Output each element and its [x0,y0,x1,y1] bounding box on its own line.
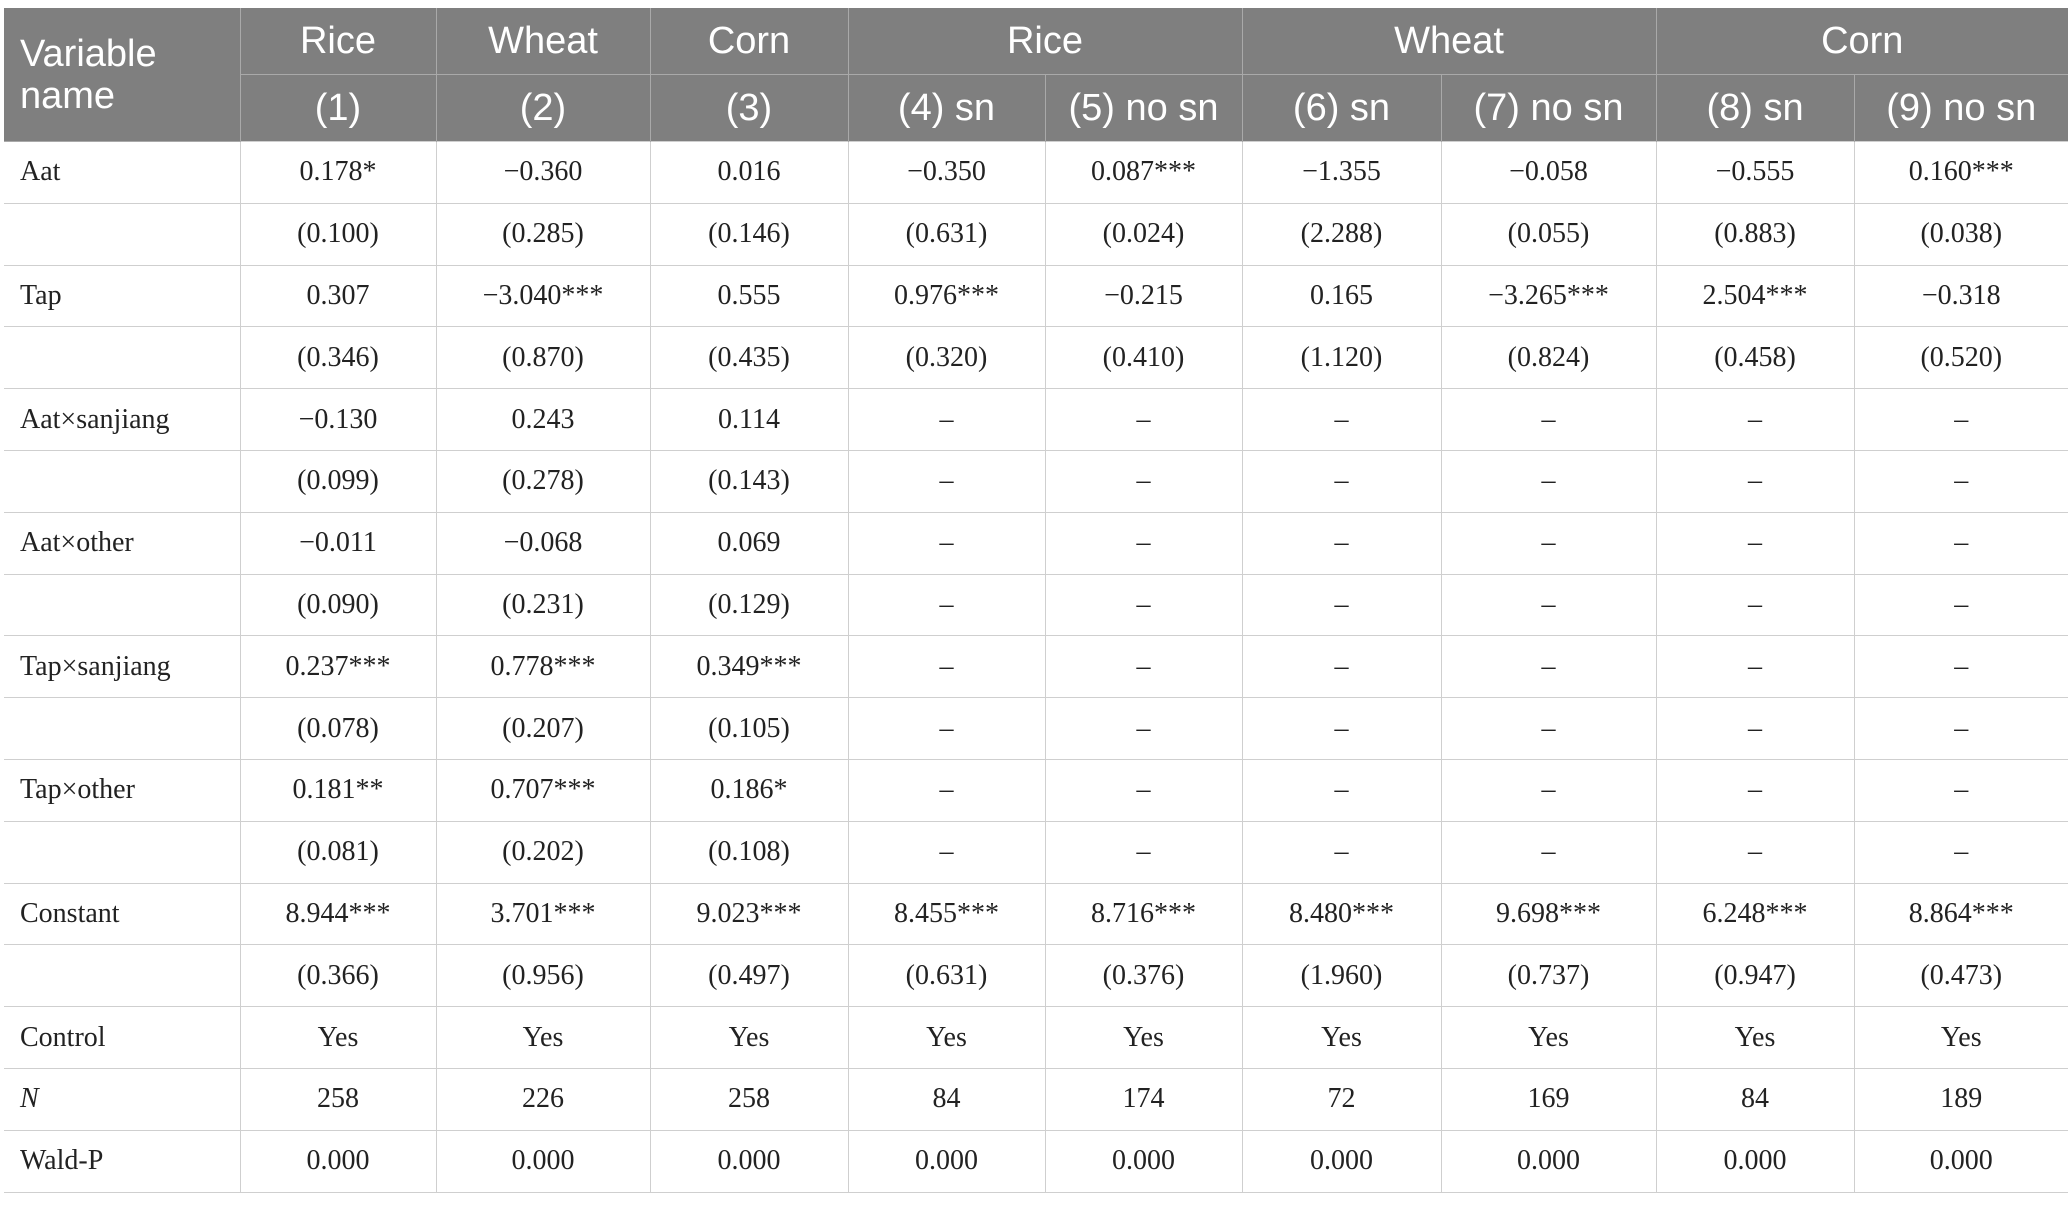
table-row [4,203,2068,265]
row-label: Control [4,1007,240,1069]
table-cell: 0.000 [848,1130,1045,1192]
table-cell: −1.355 [1242,142,1441,204]
table-cell: 8.480*** [1242,883,1441,945]
table-cell: – [848,698,1045,760]
table-cell: 9.023*** [650,883,848,945]
table-cell: 0.181** [240,759,436,821]
table-cell: 0.087*** [1045,142,1242,204]
table-cell: −0.318 [1854,265,2068,327]
table-cell: (0.231) [436,574,650,636]
table-header [4,8,2068,142]
table-cell: 0.186* [650,759,848,821]
table-cell: (0.099) [240,450,436,512]
table-cell: −3.040*** [436,265,650,327]
table-cell: – [1441,512,1656,574]
table-cell: – [1854,574,2068,636]
table-cell: (0.090) [240,574,436,636]
table-cell: (0.285) [436,203,650,265]
table-cell: (0.458) [1656,327,1854,389]
row-label: N [4,1068,240,1130]
row-label [4,698,240,760]
table-row [4,1007,2068,1069]
row-label: Wald-P [4,1130,240,1192]
model-header-7: (7) no sn [1441,75,1656,142]
table-cell: 0.237*** [240,636,436,698]
table-cell: – [1656,450,1854,512]
table-row [4,574,2068,636]
table-cell: 0.000 [1656,1130,1854,1192]
table-row [4,389,2068,451]
table-row [4,821,2068,883]
table-cell: – [1854,389,2068,451]
header-corn-pooled: Corn [650,8,848,75]
table-cell: (0.376) [1045,945,1242,1007]
table-cell: Yes [848,1007,1045,1069]
model-header-2: (2) [436,75,650,142]
table-cell: Yes [1854,1007,2068,1069]
model-header-8: (8) sn [1656,75,1854,142]
table-cell: – [1656,636,1854,698]
table-row [4,698,2068,760]
model-header-5: (5) no sn [1045,75,1242,142]
table-cell: – [1242,759,1441,821]
table-cell: −0.215 [1045,265,1242,327]
table-cell: −0.130 [240,389,436,451]
table-cell: 0.000 [240,1130,436,1192]
table-cell: – [1441,450,1656,512]
table-cell: – [1854,821,2068,883]
table-cell: 2.504*** [1656,265,1854,327]
model-header-4: (4) sn [848,75,1045,142]
table-cell: – [1854,450,2068,512]
table-row [4,265,2068,327]
table-cell: −0.555 [1656,142,1854,204]
table-cell: 8.944*** [240,883,436,945]
table-cell: Yes [1441,1007,1656,1069]
table-cell: – [1045,389,1242,451]
table-cell: – [848,759,1045,821]
header-row-models [4,75,2068,142]
table-cell: (0.473) [1854,945,2068,1007]
table-cell: −0.058 [1441,142,1656,204]
table-cell: (0.143) [650,450,848,512]
row-label: Tap×sanjiang [4,636,240,698]
table-cell: – [1242,821,1441,883]
table-cell: −0.350 [848,142,1045,204]
table-cell: 0.000 [1045,1130,1242,1192]
table-cell: (0.737) [1441,945,1656,1007]
header-rice-pooled: Rice [240,8,436,75]
table-cell: – [1045,574,1242,636]
table-cell: (0.883) [1656,203,1854,265]
table-cell: (0.202) [436,821,650,883]
table-cell: 0.000 [1242,1130,1441,1192]
table-cell: Yes [436,1007,650,1069]
table-body [4,142,2068,1193]
table-cell: (0.129) [650,574,848,636]
table-cell: (0.956) [436,945,650,1007]
table-cell: 0.000 [436,1130,650,1192]
table-cell: Yes [650,1007,848,1069]
table-cell: 0.000 [1854,1130,2068,1192]
table-row [4,512,2068,574]
table-cell: – [1656,512,1854,574]
table-cell: (0.366) [240,945,436,1007]
table-cell: (0.038) [1854,203,2068,265]
table-cell: – [1242,698,1441,760]
table-cell: – [1045,821,1242,883]
table-cell: (0.081) [240,821,436,883]
table-cell: – [1441,759,1656,821]
table-cell: 8.716*** [1045,883,1242,945]
table-cell: – [1045,512,1242,574]
row-label [4,574,240,636]
table-cell: (0.146) [650,203,848,265]
table-cell: – [1242,512,1441,574]
table-cell: 0.707*** [436,759,650,821]
table-cell: 189 [1854,1068,2068,1130]
table-cell: (0.278) [436,450,650,512]
table-cell: 9.698*** [1441,883,1656,945]
table-cell: – [1854,636,2068,698]
table-cell: – [1854,698,2068,760]
table-cell: – [1045,759,1242,821]
table-cell: – [1656,698,1854,760]
table-cell: 8.864*** [1854,883,2068,945]
table-cell: 258 [240,1068,436,1130]
table-row [4,759,2068,821]
table-cell: – [848,450,1045,512]
row-label [4,945,240,1007]
table-cell: Yes [1656,1007,1854,1069]
table-cell: 0.069 [650,512,848,574]
table-cell: (0.497) [650,945,848,1007]
table-cell: 0.555 [650,265,848,327]
table-cell: (0.870) [436,327,650,389]
table-cell: 169 [1441,1068,1656,1130]
table-cell: 0.976*** [848,265,1045,327]
table-row [4,327,2068,389]
table-cell: 0.114 [650,389,848,451]
row-label: Aat×sanjiang [4,389,240,451]
table-cell: 258 [650,1068,848,1130]
table-row [4,883,2068,945]
table-cell: – [848,821,1045,883]
table-cell: – [1854,512,2068,574]
table-cell: 84 [848,1068,1045,1130]
header-row-crops [4,8,2068,75]
table-cell: – [1045,698,1242,760]
table-cell: (0.520) [1854,327,2068,389]
table-cell: (0.055) [1441,203,1656,265]
row-label [4,821,240,883]
header-wheat-split: Wheat [1242,8,1656,75]
table-cell: – [1242,636,1441,698]
header-corn-split: Corn [1656,8,2068,75]
table-cell: (0.631) [848,945,1045,1007]
table-cell: – [848,512,1045,574]
table-cell: – [1441,574,1656,636]
row-label [4,450,240,512]
table-row [4,450,2068,512]
row-label: Tap×other [4,759,240,821]
table-cell: (0.410) [1045,327,1242,389]
table-cell: Yes [1045,1007,1242,1069]
table-cell: (1.120) [1242,327,1441,389]
table-row [4,1130,2068,1192]
table-cell: 84 [1656,1068,1854,1130]
table-cell: 0.016 [650,142,848,204]
table-row [4,945,2068,1007]
table-cell: (0.207) [436,698,650,760]
model-header-9: (9) no sn [1854,75,2068,142]
table-cell: – [1242,450,1441,512]
table-cell: 0.778*** [436,636,650,698]
table-cell: (1.960) [1242,945,1441,1007]
header-rice-split: Rice [848,8,1242,75]
table-cell: (0.631) [848,203,1045,265]
table-cell: 0.165 [1242,265,1441,327]
table-cell: −0.360 [436,142,650,204]
table-cell: 0.243 [436,389,650,451]
row-label: Tap [4,265,240,327]
table-cell: (0.024) [1045,203,1242,265]
table-cell: – [1656,389,1854,451]
table-cell: – [1441,389,1656,451]
table-cell: – [1441,698,1656,760]
table-cell: (0.824) [1441,327,1656,389]
table-cell: 174 [1045,1068,1242,1130]
table-cell: – [1656,574,1854,636]
table-cell: 0.000 [1441,1130,1656,1192]
row-label: Aat [4,142,240,204]
regression-table [4,8,2068,1193]
table-cell: (0.320) [848,327,1045,389]
table-cell: 0.000 [650,1130,848,1192]
table-cell: 6.248*** [1656,883,1854,945]
table-cell: −0.011 [240,512,436,574]
model-header-6: (6) sn [1242,75,1441,142]
table-cell: – [1441,821,1656,883]
regression-table-container [4,8,2068,1193]
table-cell: (2.288) [1242,203,1441,265]
table-cell: 0.307 [240,265,436,327]
table-cell: 0.160*** [1854,142,2068,204]
table-cell: −3.265*** [1441,265,1656,327]
table-cell: – [848,636,1045,698]
row-label [4,203,240,265]
table-cell: – [848,389,1045,451]
table-cell: 8.455*** [848,883,1045,945]
table-cell: Yes [1242,1007,1441,1069]
table-cell: (0.346) [240,327,436,389]
row-label: Aat×other [4,512,240,574]
row-label [4,327,240,389]
table-cell: 0.349*** [650,636,848,698]
table-row [4,142,2068,204]
table-cell: – [1441,636,1656,698]
table-cell: – [1045,450,1242,512]
table-cell: (0.108) [650,821,848,883]
table-cell: 72 [1242,1068,1441,1130]
table-cell: – [1242,574,1441,636]
table-cell: – [848,574,1045,636]
table-cell: (0.435) [650,327,848,389]
table-cell: 3.701*** [436,883,650,945]
table-cell: 226 [436,1068,650,1130]
row-label: Constant [4,883,240,945]
table-cell: – [1045,636,1242,698]
table-row [4,1068,2068,1130]
header-wheat-pooled: Wheat [436,8,650,75]
table-cell: (0.100) [240,203,436,265]
table-cell: (0.105) [650,698,848,760]
table-cell: 0.178* [240,142,436,204]
table-cell: – [1656,759,1854,821]
table-cell: −0.068 [436,512,650,574]
table-cell: – [1854,759,2068,821]
table-cell: (0.078) [240,698,436,760]
model-header-3: (3) [650,75,848,142]
table-cell: (0.947) [1656,945,1854,1007]
table-cell: Yes [240,1007,436,1069]
table-cell: – [1242,389,1441,451]
table-row [4,636,2068,698]
variable-name-header: Variable name [4,8,240,142]
model-header-1: (1) [240,75,436,142]
table-cell: – [1656,821,1854,883]
